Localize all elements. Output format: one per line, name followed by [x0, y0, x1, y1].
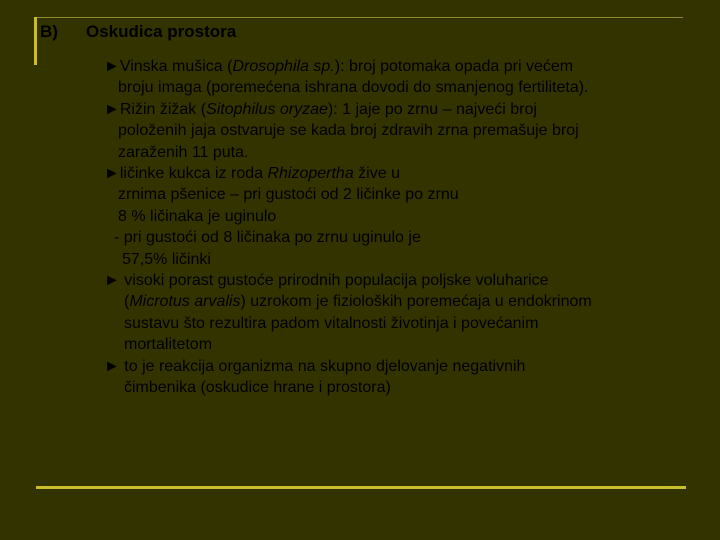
bullet-rhizopertha	[104, 163, 684, 184]
top-divider	[35, 17, 683, 18]
text-run: ): 1 jaje po zrnu – najveći broj	[327, 100, 537, 118]
text-line: mortalitetom	[124, 336, 213, 354]
text-line: 57,5% ličinki	[122, 250, 211, 268]
slide-body	[104, 56, 684, 399]
text-line: sustavu što rezultira padom vitalnosti životinja i povećanim	[124, 314, 539, 332]
text-line: broju imaga (poremećena ishrana dovodi do smanjenog fertiliteta).	[118, 79, 589, 97]
text-line: čimbenika (oskudice hrane i prostora)	[124, 379, 391, 397]
text-line: - pri gustoći od 8 ličinaka po zrnu uginulo je	[114, 229, 421, 247]
text-run: ) uzrokom je fizioloških poremećaja u endokrinom	[240, 293, 592, 311]
bottom-divider	[36, 486, 686, 489]
text-line	[104, 291, 684, 312]
text-run: ►ličinke kukca iz roda	[104, 165, 268, 183]
text-line: položenih jaja ostvaruje se kada broj zdravih zrna premašuje broj	[118, 122, 579, 140]
text-line: zaraženih 11 puta.	[118, 143, 249, 161]
text-run: ►Vinska mušica (	[104, 58, 233, 75]
text-run: ►Rižin žižak (	[104, 100, 207, 118]
bullet-drosophila	[104, 56, 684, 77]
text-run: žive u	[353, 165, 400, 183]
text-line: zrnima pšenice – pri gustoći od 2 ličinke po zrnu	[118, 186, 459, 204]
bullet-reaction: ► to je reakcija organizma na skupno djelovanje negativnih	[104, 357, 526, 375]
accent-bar	[34, 17, 37, 65]
bullet-microtus: ► visoki porast gustoće prirodnih populacija poljske voluharice	[104, 272, 549, 290]
text-run: (	[124, 293, 130, 311]
genus-name: Rhizopertha	[267, 165, 354, 183]
species-name: Microtus arvalis	[129, 293, 241, 311]
text-line: 8 % ličinaka je uginulo	[118, 207, 277, 225]
slide-title: Oskudica prostora	[86, 22, 237, 41]
section-label: B)	[40, 22, 58, 41]
text-run: ): broj potomaka opada pri većem	[334, 58, 574, 75]
species-name: Drosophila sp.	[232, 58, 335, 75]
species-name: Sitophilus oryzae	[206, 100, 328, 118]
bullet-sitophilus	[104, 99, 684, 120]
